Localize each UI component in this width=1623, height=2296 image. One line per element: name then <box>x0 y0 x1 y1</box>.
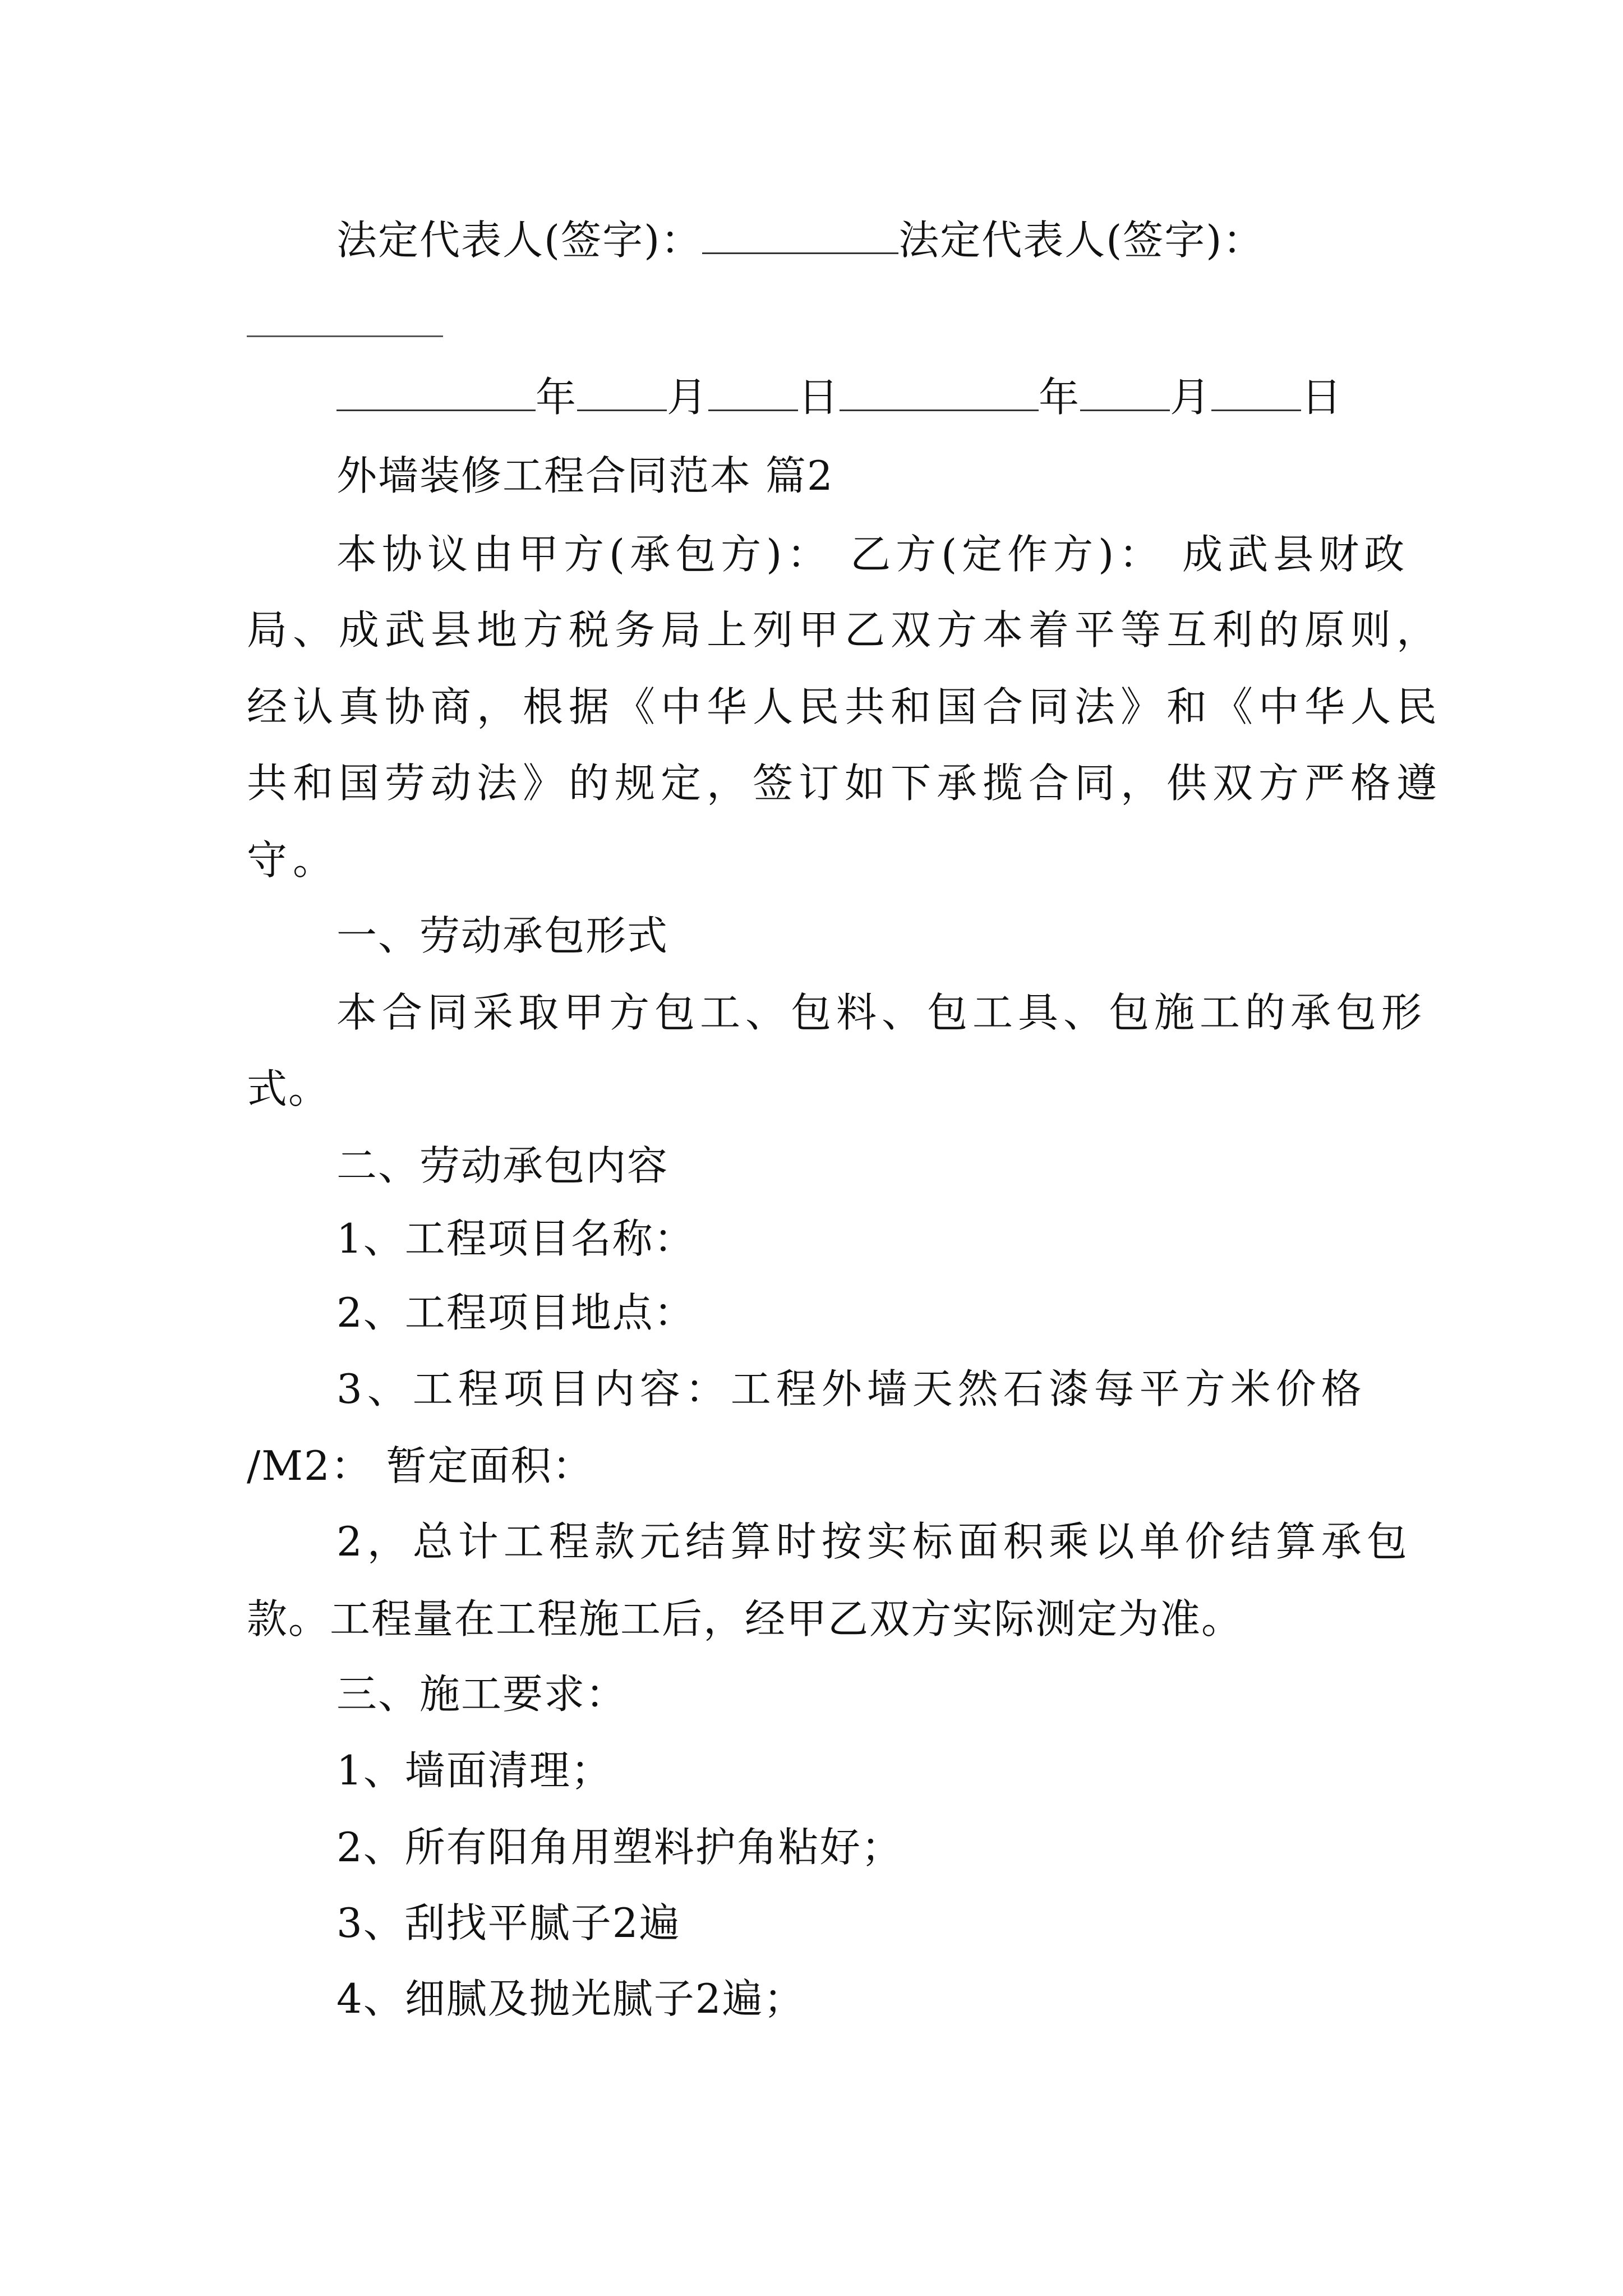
date-line <box>336 370 1343 424</box>
day-label-2: 日 <box>1301 374 1343 421</box>
legal-rep-signature-label-a: 法定代表人(签字)： <box>336 217 703 264</box>
month-label: 月 <box>667 374 709 421</box>
month-label-2: 月 <box>1170 374 1212 421</box>
section-3-title: 三、施工要求： <box>336 1671 628 1718</box>
section-2-total-2: 款。工程量在工程施工后，经甲乙双方实际测定为准。 <box>247 1595 1243 1642</box>
section-2-item-3: 3、工程项目内容：工程外墙天然石漆每平方米价格 <box>336 1365 1367 1412</box>
month-blank <box>577 375 667 411</box>
section-3-item-3: 3、刮找平腻子2遍 <box>336 1899 681 1947</box>
section-2-total-1: 2，总计工程款元结算时按实标面积乘以单价结算承包 <box>336 1518 1412 1565</box>
year-label: 年 <box>536 374 578 421</box>
signature-blank-b <box>247 335 443 337</box>
section-2-item-1: 1、工程项目名称： <box>336 1215 695 1262</box>
intro-line-1: 本协议由甲方(承包方)： 乙方(定作方)： 成武县财政 <box>336 531 1410 578</box>
section-heading: 外墙装修工程合同范本 篇2 <box>336 452 834 499</box>
signature-blank-a <box>702 218 898 254</box>
day-label: 日 <box>798 374 840 421</box>
year-label-2: 年 <box>1039 374 1081 421</box>
section-2-title: 二、劳动承包内容 <box>336 1142 669 1189</box>
section-1-text-2: 式。 <box>247 1065 330 1112</box>
section-2-item-2: 2、工程项目地点： <box>336 1289 695 1336</box>
intro-line-4: 共和国劳动法》的规定，签订如下承揽合同，供双方严格遵 <box>247 760 1443 807</box>
section-3-item-4: 4、细腻及抛光腻子2遍； <box>336 1975 805 2022</box>
section-3-item-2: 2、所有阳角用塑料护角粘好； <box>336 1824 903 1871</box>
year-blank <box>336 375 536 411</box>
legal-rep-signature-label-b: 法定代表人(签字)： <box>898 217 1265 264</box>
section-1-text-1: 本合同采取甲方包工、包料、包工具、包施工的承包形 <box>336 989 1427 1036</box>
intro-line-2: 局、成武县地方税务局上列甲乙双方本着平等互利的原则， <box>247 606 1443 654</box>
section-1-title: 一、劳动承包形式 <box>336 912 669 959</box>
year-blank-2 <box>840 375 1039 411</box>
month-blank-2 <box>1080 375 1170 411</box>
section-2-item-3-cont: /M2： 暂定面积： <box>247 1442 594 1489</box>
section-3-item-1: 1、墙面清理； <box>336 1747 612 1794</box>
day-blank-2 <box>1211 375 1301 411</box>
day-blank <box>708 375 798 411</box>
intro-line-5: 守。 <box>247 836 339 884</box>
intro-line-3: 经认真协商，根据《中华人民共和国合同法》和《中华人民 <box>247 683 1443 730</box>
signature-line <box>336 213 1264 267</box>
